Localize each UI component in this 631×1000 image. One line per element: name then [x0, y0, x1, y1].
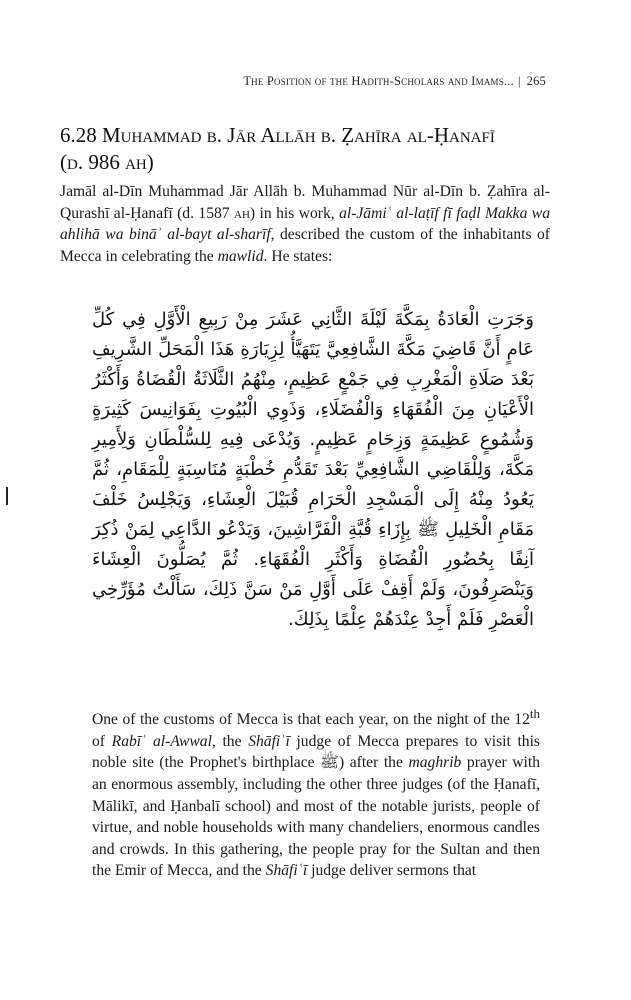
- margin-mark: [6, 487, 8, 505]
- translation-text-1: One of the customs of Mecca is that each year, on the night of the 12: [92, 711, 530, 729]
- running-head-separator: |: [517, 74, 521, 88]
- intro-text-3: , described the custom of the inhabitants of Mecca in celebrating the: [60, 226, 550, 265]
- intro-era-abbrev: ah: [234, 204, 250, 222]
- translation-text-5: prayer with an enormous assembly, including the other three judges (of the Ḥanafī, Mālikī, and Ḥanbalī school) and most of the notable jurists, people of virtue, and noble households with many chandeliers, enormous candles and crowds. In this gathering, the people pray for the Sultan and then the Emir of Mecca, and the: [92, 754, 541, 880]
- intro-text-1: Jamāl al-Dīn Muhammad Jār Allāh b. Muhammad Nūr al-Dīn b. Ẓahīra al-Qurashī al-Ḥanafī (d. 1587: [60, 183, 550, 222]
- term-shafii-2: Shāfiʿī: [265, 862, 308, 880]
- translation-text-4: judge of Mecca prepares to visit this noble site (the Prophet's birthplace ﷺ) after the: [92, 732, 541, 772]
- section-heading-line1: 6.28 Muhammad b. Jār Allāh b. Ẓahīra al-Ḥanafī: [60, 123, 495, 147]
- page-number: 265: [526, 74, 546, 88]
- intro-text-4: . He states:: [263, 247, 333, 265]
- section-heading-line2: (d. 986 ah): [60, 150, 154, 174]
- intro-paragraph: [60, 181, 550, 267]
- running-head-title: The Position of the Hadith-Scholars and Imams...: [243, 74, 514, 88]
- term-mawlid: mawlid: [217, 247, 264, 265]
- arabic-quotation: وَجَرَتِ الْعَادَةُ بِمَكَّةَ لَيْلَةَ الثَّانِي عَشَرَ مِنْ رَبِيعِ الْأَوَّلِ فِي كُلِّ عَامٍ أَنَّ قَاضِيَ مَكَّةَ الشَّافِعِيَّ يَتَهَيَّأُ لِزِيَارَةِ هَذَا الْمَحَلِّ الشَّرِيفِ بَعْدَ صَلَاةِ الْمَغْرِبِ فِي جَمْعٍ عَظِيمٍ، مِنْهُمُ الثَّلَاثَةُ الْقُضَاةُ وَأَكْثَرُ الْأَعْيَانِ مِنَ الْفُقَهَاءِ وَالْفُضَلَاءِ، وَذَوِي الْبُيُوتِ بِفَوَانِيسَ كَثِيرَةٍ وَشُمُوعٍ عَظِيمَةٍ وَزِحَامٍ عَظِيمٍ. وَيُدْعَى فِيهِ لِلسُّلْطَانِ وَلِأَمِيرِ مَكَّةَ، وَلِلْقَاضِي الشَّافِعِيِّ بَعْدَ تَقَدُّمِ خُطْبَةٍ مُنَاسِبَةٍ لِلْمَقَامِ، ثُمَّ يَعُودُ مِنْهُ إِلَى الْمَسْجِدِ الْحَرَامِ قُبَيْلَ الْعِشَاءِ، وَيَجْلِسُ خَلْفَ مَقَامِ الْخَلِيلِ ﷺ بِإِزَاءِ قُبَّةِ الْفَرَّاشِينَ، وَيَدْعُو الدَّاعِي لِمَنْ ذُكِرَ آنِفًا بِحُضُورِ الْقُضَاةِ وَأَكْثَرِ الْفُقَهَاءِ. ثُمَّ يُصَلُّونَ الْعِشَاءَ وَيَنْصَرِفُونَ، وَلَمْ أَقِفْ عَلَى أَوَّلِ مَنْ سَنَّ ذَلِكَ، سَأَلْتُ مُؤَرِّخِي الْعَصْرِ فَلَمْ أَجِدْ عِنْدَهُمْ عِلْمًا بِذَلِكَ.: [92, 309, 534, 630]
- translation-text-2: of: [92, 732, 112, 750]
- translation-paragraph: [92, 703, 540, 882]
- term-maghrib: maghrib: [408, 754, 462, 772]
- book-title: al-Jāmiʿ al-laṭīf fī faḍl Makka wa ahlihā wa bināʾ al-bayt al-sharīf: [60, 204, 550, 243]
- translation-text-3: , the: [211, 732, 249, 750]
- translation-text-6: judge deliver sermons that: [307, 862, 477, 880]
- intro-text-2: ) in his work,: [249, 204, 340, 222]
- term-shafii-1: Shāfiʿī: [248, 732, 290, 750]
- term-rabi-al-awwal: Rabīʿ al-Awwal: [111, 732, 212, 750]
- running-head: [60, 74, 546, 89]
- section-heading: [60, 122, 560, 176]
- ordinal-suffix: th: [529, 706, 540, 721]
